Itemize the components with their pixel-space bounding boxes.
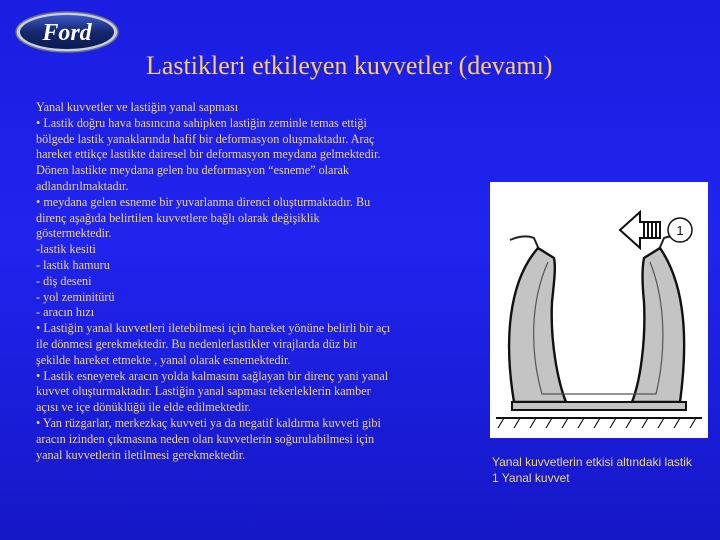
tire-outer-contour [509, 248, 566, 402]
body-line: bölgede lastik yanaklarında hafif bir deformasyon oluşmaktadır. Araç [36, 131, 375, 146]
logo-text: Ford [42, 20, 92, 46]
ground-hatching [498, 418, 696, 428]
tire-figure [490, 182, 708, 438]
body-line: direnç aşağıda belirtilen kuvvetlere bağlı olarak değişiklik [36, 210, 320, 225]
ford-logo [14, 10, 120, 54]
body-line: - lastik hamuru [36, 257, 110, 272]
body-line: - diş deseni [36, 273, 92, 288]
caption-line: 1 Yanal kuvvet [492, 471, 570, 485]
body-line: Yanal kuvvetler ve lastiğin yanal sapması [36, 100, 239, 114]
body-line: • meydana gelen esneme bir yuvarlanma direnci oluşturmaktadır. Bu [36, 194, 371, 209]
callout-number: 1 [676, 223, 684, 238]
slide-title: Lastikleri etkileyen kuvvetler (devamı) [146, 51, 553, 80]
callout-1 [668, 218, 692, 242]
body-line: -lastik kesiti [36, 242, 96, 257]
figure-caption [492, 454, 718, 486]
body-line: • Yan rüzgarlar, merkezkaç kuvveti ya da negatif kaldırma kuvveti gibi [36, 415, 381, 430]
body-line: - yol zeminitürü [36, 289, 115, 304]
body-line: açısı ve içe dönüklüğü ile elde edilmektedir. [36, 400, 251, 415]
caption-line: Yanal kuvvetlerin etkisi altındaki lastik [492, 455, 692, 469]
lateral-force-arrow-icon [620, 212, 660, 248]
body-line: Dönen lastikte meydana gelen bu deformasyon “esneme” olarak [36, 163, 350, 178]
body-line: • Lastiğin yanal kuvvetleri iletebilmesi için hareket yönüne belirli bir açı [36, 321, 391, 336]
body-line: ile dönmesi gerekmektedir. Bu nedenlerlastikler virajlarda düz bir [36, 336, 357, 351]
body-line: şekilde hareket etmekte , yanal olarak esnemektedir. [36, 352, 291, 367]
tire-outer-contour-right [632, 248, 684, 402]
body-text [36, 100, 476, 463]
body-line: aracın izinden çıkmasına neden olan kuvvetlerin soğurulabilmesi için [36, 431, 375, 446]
body-line: hareket ettikçe lastikte dairesel bir deformasyon meydana gelmektedir. [36, 147, 381, 162]
ford-oval-icon [14, 10, 120, 54]
body-line: göstermektedir. [36, 226, 112, 241]
body-line: yanal kuvvetlerin iletilmesi gerekmektedir. [36, 447, 246, 462]
body-line: • Lastik esneyerek aracın yolda kalmasını sağlayan bir direnç yani yanal [36, 368, 389, 383]
tread [512, 402, 686, 410]
body-line: • Lastik doğru hava basıncına sahipken lastiğin zeminle temas ettiği [36, 115, 367, 130]
body-line: kuvvet oluşturmaktadır. Lastiğin yanal sapması tekerleklerin kamber [36, 384, 371, 399]
body-line: - aracın hızı [36, 305, 95, 320]
body-line: adlandırılmaktadır. [36, 178, 129, 193]
